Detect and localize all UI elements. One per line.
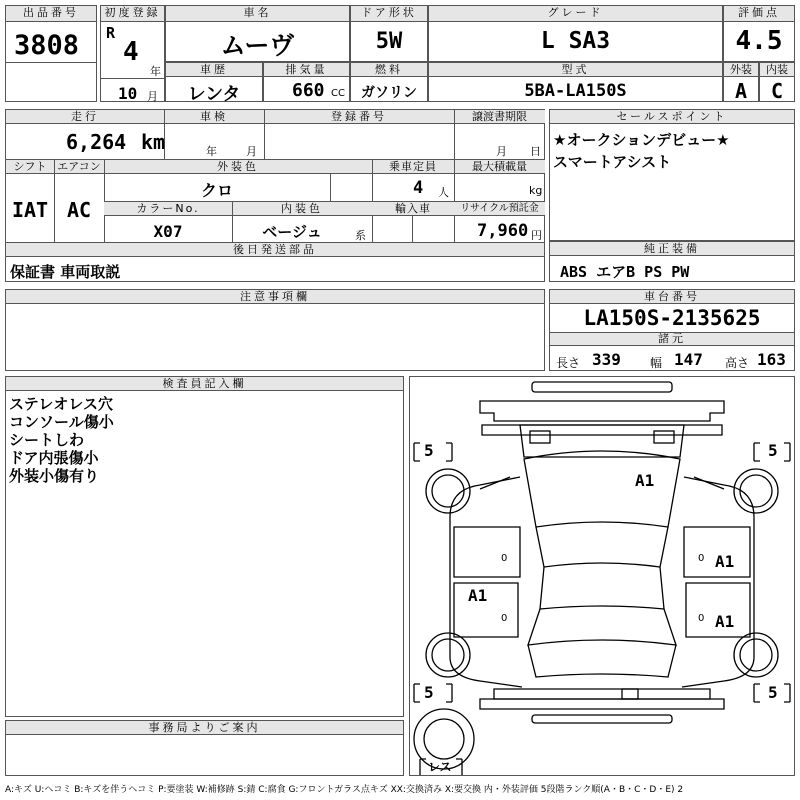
zero-mark: 0: [698, 553, 705, 564]
inspection-year-unit: 年: [206, 145, 217, 158]
sales-point-cell: [549, 109, 795, 241]
later-parts: 保証書 車両取説: [10, 263, 121, 281]
zero-mark: 0: [501, 553, 508, 564]
length-label: 長さ: [556, 356, 581, 370]
year-unit: 年: [150, 65, 161, 78]
damage-mark-roof: A1: [635, 471, 655, 490]
air-conditioner: AC: [66, 198, 92, 222]
grade-cell: [428, 5, 723, 62]
car-name-cell: [165, 5, 350, 62]
door-cell: [350, 5, 428, 62]
transfer-day-unit: 日: [530, 145, 541, 158]
damage-mark-right-rear-door: A1: [715, 612, 735, 631]
capacity-unit: 人: [438, 186, 449, 199]
score-label: 評価点: [724, 6, 794, 22]
transfer-deadline-label: 譲渡書期限: [454, 110, 545, 124]
displacement-unit: CC: [331, 88, 345, 99]
sales-point-1: ★オークションデビュー★: [553, 131, 730, 149]
tire-front-right: 5: [768, 441, 778, 460]
height-label: 高さ: [725, 356, 750, 370]
width-label: 幅: [650, 356, 663, 370]
chassis-label: 車台番号: [550, 290, 794, 304]
displacement: 660: [292, 80, 325, 101]
exterior-grade-cell: [723, 62, 759, 102]
model-label: 型式: [429, 63, 722, 77]
zero-mark: 0: [501, 613, 508, 624]
history-label: 車歴: [166, 63, 262, 77]
interior-color-label: 内装色: [232, 202, 372, 216]
reg-month: 10: [118, 84, 138, 103]
tire-rear-right: 5: [768, 683, 778, 702]
caution-cell: [5, 289, 545, 371]
interior-grade: C: [770, 79, 784, 103]
fuel-cell: [350, 62, 428, 102]
specifications-label: 諸元: [550, 333, 794, 346]
inspector-notes-label: 検査員記入欄: [6, 377, 403, 391]
inspector-note: ドア内張傷小: [9, 449, 99, 467]
max-load-label: 最大積載量: [454, 160, 545, 174]
fuel: ガソリン: [361, 85, 417, 101]
sales-point-2: スマートアシスト: [553, 153, 672, 171]
chassis-cell: [549, 289, 795, 371]
model-code: 5BA-LA150S: [524, 81, 627, 101]
interior-grade-label: 内装: [760, 63, 794, 77]
lot-number-cell: [5, 5, 97, 102]
load-unit: kg: [529, 184, 543, 197]
recycle-deposit-label: リサイクル預託金: [454, 202, 545, 216]
inspection-label: 車検: [164, 110, 264, 124]
car-outline-diagram: [410, 377, 794, 775]
recycle-unit: 円: [531, 229, 542, 242]
zero-mark: 0: [698, 613, 705, 624]
equipment: ABS エアB PS PW: [560, 263, 690, 281]
grade-label: グレード: [429, 6, 722, 22]
mileage-unit: km: [141, 130, 166, 154]
displacement-cell: [263, 62, 350, 102]
color-number: X07: [153, 222, 183, 241]
door-type: 5W: [375, 29, 403, 54]
chassis-number: LA150S-2135625: [583, 306, 761, 330]
displacement-label: 排気量: [264, 63, 349, 77]
legend-footer: A:キズ U:ヘコミ B:キズを伴うヘコミ P:要塗装 W:補修跡 S:錆 C:腐食 G:フロントガラス点キズ XX:交換済み X:要交換 内・外装評価 5段階ランク順(A・B・C・D・E) 2: [5, 785, 684, 795]
interior-color: ベージュ: [262, 223, 322, 241]
grade: L SA3: [540, 28, 611, 54]
import-label: 輸入車: [372, 202, 454, 216]
inspector-note: ステレオレス穴: [9, 395, 113, 413]
damage-mark-right-front-door: A1: [715, 552, 735, 571]
tire-front-left: 5: [424, 441, 434, 460]
equipment-cell: [549, 241, 795, 282]
damage-mark-left-rear-door: A1: [468, 586, 488, 605]
fuel-label: 燃料: [351, 63, 427, 77]
interior-color-unit: 系: [355, 229, 366, 242]
equipment-label: 純正装備: [550, 242, 794, 256]
recycle-deposit: 7,960: [477, 221, 529, 241]
exterior-color: クロ: [200, 181, 233, 200]
reg-year: 4: [123, 37, 139, 67]
lot-number-label: 出品番号: [6, 6, 96, 22]
registration-number-label: 登録番号: [264, 110, 454, 124]
transfer-month-unit: 月: [496, 145, 507, 158]
mileage: 6,264: [66, 130, 127, 154]
sales-point-label: セールスポイント: [550, 110, 794, 124]
era: R: [106, 24, 116, 42]
shift: IAT: [11, 198, 49, 222]
exterior-grade-label: 外装: [724, 63, 758, 77]
later-parts-label: 後日発送部品: [6, 243, 544, 257]
car-name: ムーヴ: [220, 31, 295, 60]
exterior-grade: A: [734, 79, 748, 103]
width: 147: [674, 350, 703, 369]
model-cell: [428, 62, 723, 102]
lot-number: 3808: [14, 30, 80, 61]
month-unit: 月: [147, 90, 158, 103]
score: 4.5: [735, 26, 783, 56]
capacity: 4: [413, 178, 424, 198]
mileage-label: 走行: [6, 110, 164, 124]
inspector-note: 外装小傷有り: [9, 467, 100, 485]
interior-grade-cell: [759, 62, 795, 102]
shift-label: シフト: [6, 160, 54, 174]
inspector-note: シートしわ: [9, 431, 85, 449]
office-notice-cell: [5, 720, 404, 776]
door-label: ドア形状: [351, 6, 427, 22]
office-notice-label: 事務局よりご案内: [6, 721, 403, 735]
inspection-month-unit: 月: [246, 145, 257, 158]
car-name-label: 車名: [166, 6, 349, 22]
spare-tire-label: レス: [428, 760, 452, 774]
height: 163: [757, 350, 786, 369]
capacity-label: 乗車定員: [372, 160, 454, 174]
caution-label: 注意事項欄: [6, 290, 544, 304]
score-cell: [723, 5, 795, 62]
damage-diagram: [409, 376, 795, 776]
ac-label: エアコン: [54, 160, 104, 174]
length: 339: [592, 350, 621, 369]
color-number-label: カラーNo.: [104, 202, 232, 216]
vehicle-info-block: [5, 109, 545, 282]
inspector-notes-cell: [5, 376, 404, 717]
first-registration-cell: [100, 5, 165, 102]
first-registration-label: 初度登録: [101, 6, 164, 22]
history: レンタ: [187, 84, 241, 105]
exterior-color-label: 外装色: [104, 160, 372, 174]
tire-rear-left: 5: [424, 683, 434, 702]
history-cell: [165, 62, 263, 105]
inspector-note: コンソール傷小: [9, 413, 114, 431]
